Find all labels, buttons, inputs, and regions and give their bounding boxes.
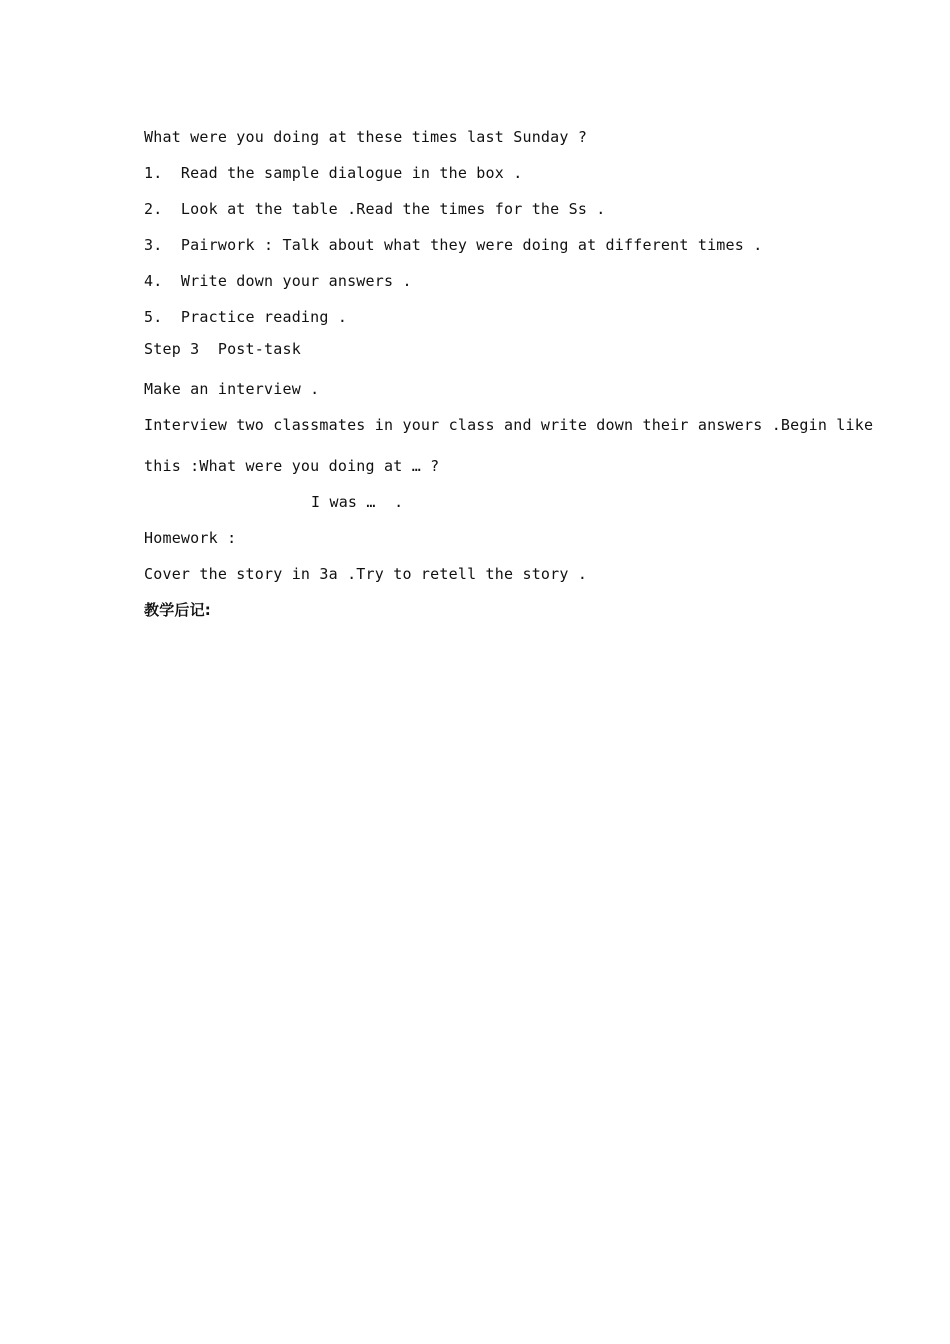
step-item-5: 5. Practice reading . [144,308,348,326]
step-item-3: 3. Pairwork : Talk about what they were doing at different times . [144,236,763,254]
interview-instruction: Interview two classmates in your class and write down their answers .Begin like [144,416,874,434]
answer-line: I was … . [311,493,404,511]
intro-question: What were you doing at these times last Sunday ? [144,128,588,146]
step-item-1: 1. Read the sample dialogue in the box . [144,164,523,182]
step3-heading: Step 3 Post-task [144,340,301,358]
step-item-2: 2. Look at the table .Read the times for the Ss . [144,200,606,218]
step-item-4: 4. Write down your answers . [144,272,412,290]
teaching-notes-label: 教学后记: [144,601,211,619]
question-line: this :What were you doing at … ? [144,457,440,475]
homework-text: Cover the story in 3a .Try to retell the story . [144,565,588,583]
homework-label: Homework : [144,529,237,547]
interview-title: Make an interview . [144,380,320,398]
